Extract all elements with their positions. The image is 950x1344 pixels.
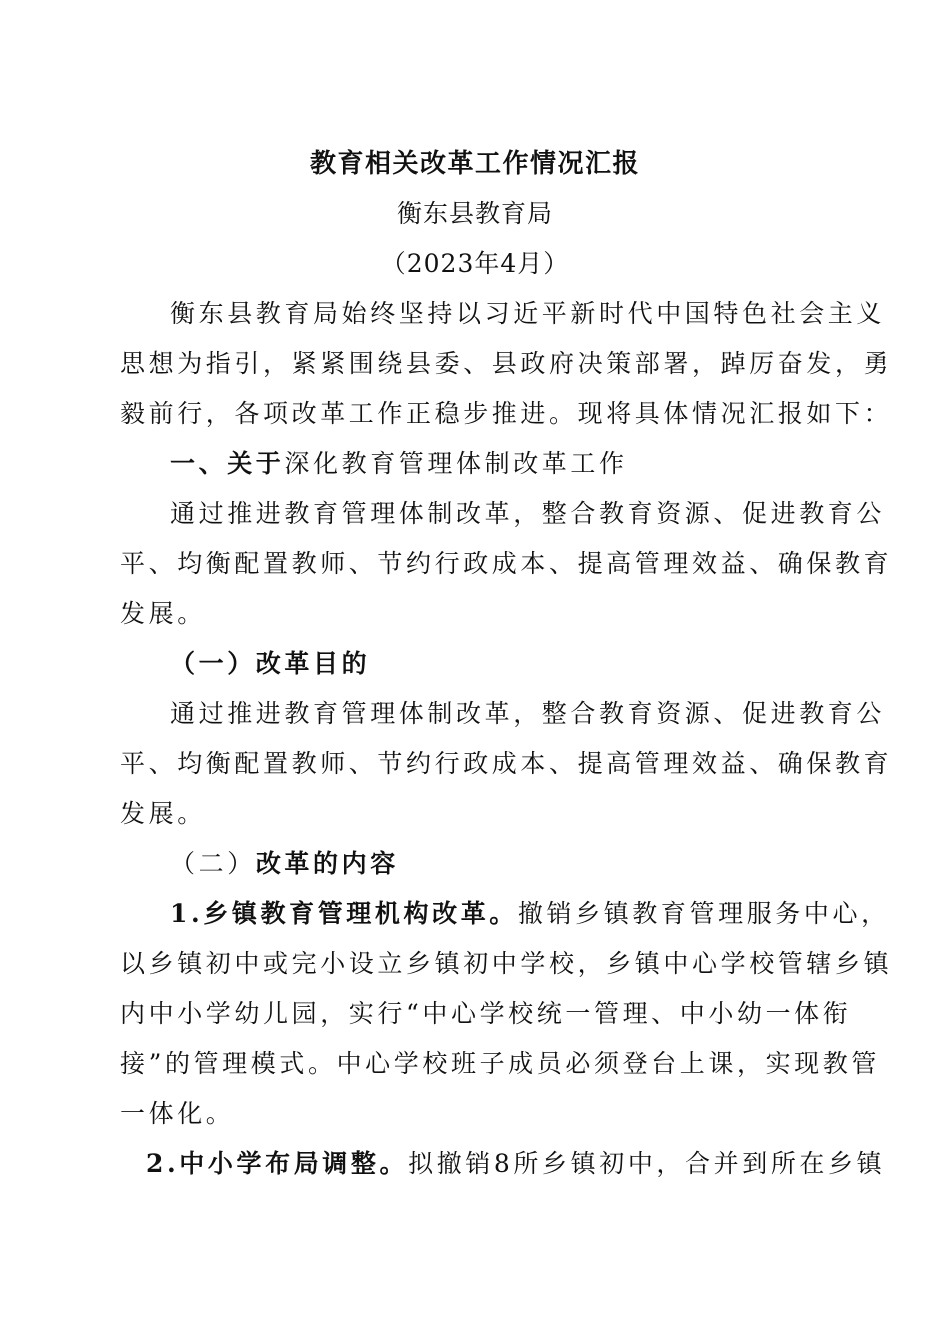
- section1-p2-line-3: 发展。: [120, 799, 206, 828]
- subsection2-heading: [120, 846, 830, 882]
- document-date: （2023年4月）: [380, 249, 570, 278]
- section1-heading-rest: 深化教育管理体制改革工作: [284, 449, 628, 478]
- section1-heading-bold: 一、关于: [170, 449, 285, 478]
- subsection2-heading-paren: （二）: [170, 849, 256, 878]
- subsection2-heading-rest: 改革的内容: [255, 849, 399, 878]
- item1-text: 撤销乡镇教育管理服务中心，: [517, 899, 890, 928]
- item1-line-4: 接”的管理模式。中心学校班子成员必须登台上课，实现教管: [120, 1049, 880, 1078]
- item1-line-3: 内中小学幼儿园，实行“中心学校统一管理、中小幼一体衔: [120, 999, 852, 1028]
- intro-line-2: 思想为指引，紧紧围绕县委、县政府决策部署，踔厉奋发，勇: [120, 349, 893, 378]
- section1-p2-line-1: 通过推进教育管理体制改革，整合教育资源、促进教育公: [170, 699, 886, 728]
- subsection1-heading: （一）改革目的: [170, 649, 371, 678]
- intro-line-3: 毅前行，各项改革工作正稳步推进。现将具体情况汇报如下：: [120, 399, 893, 428]
- section1-heading: [120, 446, 830, 482]
- document-author: 衡东县教育局: [396, 199, 553, 228]
- section1-p1-line-1: 通过推进教育管理体制改革，整合教育资源、促进教育公: [170, 499, 886, 528]
- item1-line-1: [120, 896, 890, 932]
- item1-heading: 1.乡镇教育管理机构改革。: [170, 899, 518, 928]
- item1-line-5: 一体化。: [120, 1099, 235, 1128]
- item2-text: 拟撤销8所乡镇初中，合并到所在乡镇: [408, 1149, 886, 1178]
- item1-line-2: 以乡镇初中或完小设立乡镇初中学校，乡镇中心学校管辖乡镇: [120, 949, 893, 978]
- section1-p1-line-2: 平、均衡配置教师、节约行政成本、提高管理效益、确保教育: [120, 549, 893, 578]
- intro-line-1: 衡东县教育局始终坚持以习近平新时代中国特色社会主义: [170, 299, 886, 328]
- item2-line-1: [120, 1146, 886, 1182]
- section1-p2-line-2: 平、均衡配置教师、节约行政成本、提高管理效益、确保教育: [120, 749, 893, 778]
- item2-heading: 2.中小学布局调整。: [146, 1149, 409, 1178]
- section1-p1-line-3: 发展。: [120, 599, 206, 628]
- document-title: 教育相关改革工作情况汇报: [309, 149, 640, 179]
